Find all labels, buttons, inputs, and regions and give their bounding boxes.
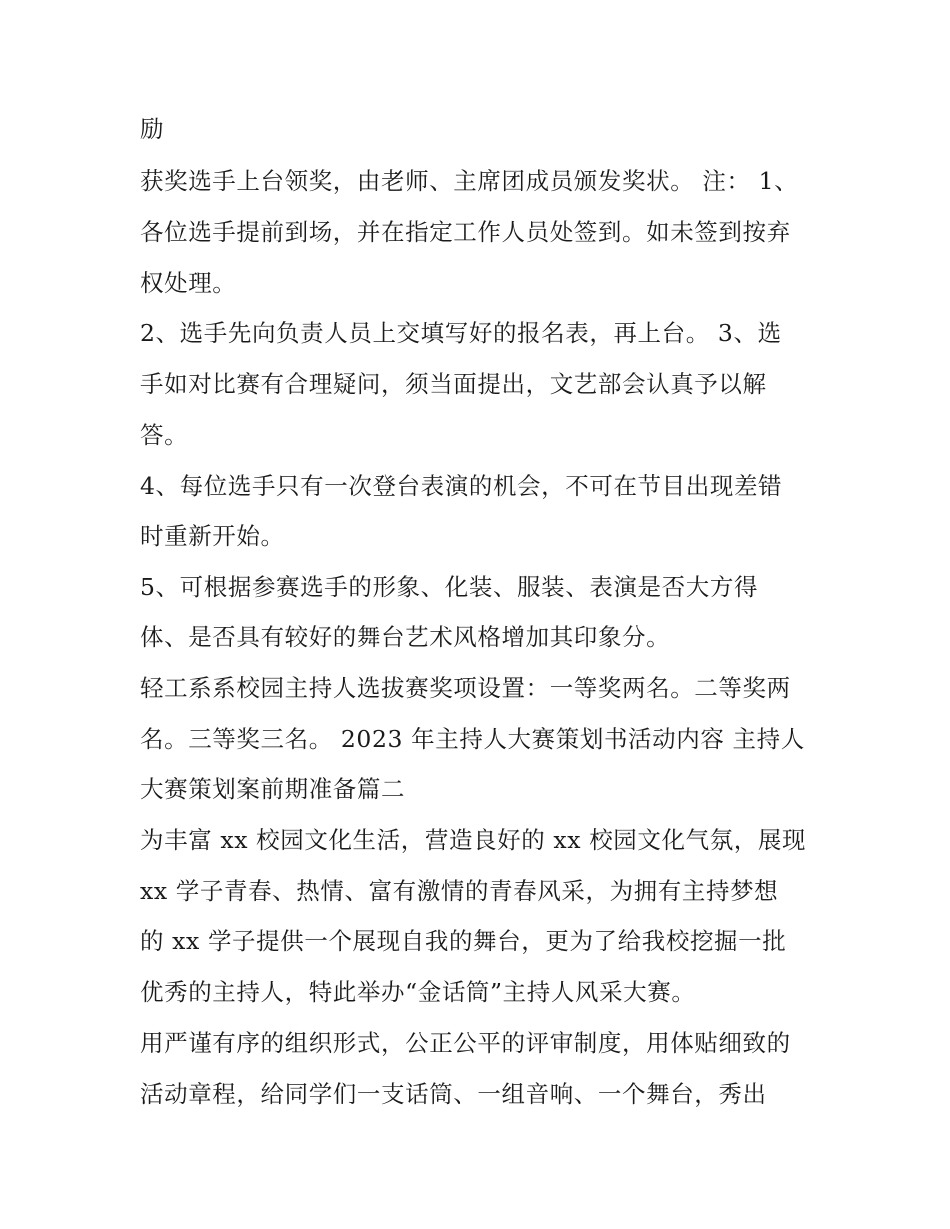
- text-line: 轻工系系校园主持人选拔赛奖项设置：一等奖两名。二等奖两: [140, 674, 791, 702]
- text-line: 2、选手先向负责人员上交填写好的报名表，再上台。 3、选: [140, 319, 782, 347]
- text-line: xx 学子青春、热情、富有激情的青春风采，为拥有主持梦想: [140, 877, 779, 905]
- text-line: 用严谨有序的组织形式，公正公平的评审制度，用体贴细致的: [140, 1029, 791, 1057]
- text-line: 励: [140, 115, 165, 143]
- text-line: 大赛策划案前期准备篇二: [140, 775, 406, 803]
- text-line: 获奖选手上台领奖，由老师、主席团成员颁发奖状。 注： 1、: [140, 167, 799, 195]
- text-line: 的 xx 学子提供一个展现自我的舞台，更为了给我校挖掘一批: [140, 927, 787, 955]
- text-line: 4、每位选手只有一次登台表演的机会，不可在节目出现差错: [140, 472, 783, 500]
- text-line: 活动章程，给同学们一支话筒、一组音响、一个舞台，秀出: [140, 1080, 767, 1108]
- text-line: 手如对比赛有合理疑问，须当面提出，文艺部会认真予以解: [140, 370, 767, 398]
- text-line: 名。三等奖三名。 2023 年主持人大赛策划书活动内容 主持人: [140, 725, 805, 753]
- text-line: 为丰富 xx 校园文化生活，营造良好的 xx 校园文化气氛，展现: [140, 826, 807, 854]
- text-line: 体、是否具有较好的舞台艺术风格增加其印象分。: [140, 623, 671, 651]
- text-line: 权处理。: [140, 269, 237, 297]
- text-line: 5、可根据参赛选手的形象、化装、服装、表演是否大方得: [140, 573, 759, 601]
- text-line: 优秀的主持人，特此举办“金话筒”主持人风采大赛。: [140, 978, 696, 1006]
- text-line: 各位选手提前到场，并在指定工作人员处签到。如未签到按弃: [140, 218, 791, 246]
- text-line: 答。: [140, 421, 189, 449]
- text-line: 时重新开始。: [140, 522, 285, 550]
